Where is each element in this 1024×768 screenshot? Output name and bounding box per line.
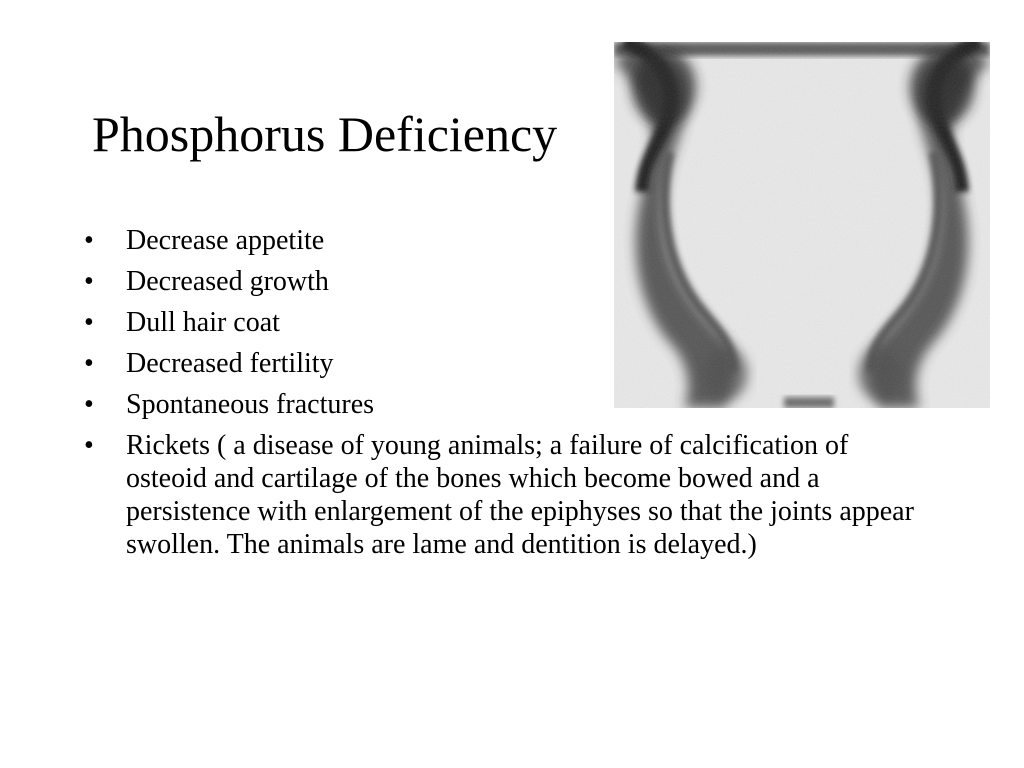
bullet-marker: •: [84, 307, 94, 338]
bullet-text: Decreased growth: [126, 266, 329, 297]
bullet-text: Decreased fertility: [126, 348, 334, 379]
bullet-item: [84, 429, 924, 561]
bullet-text: Decrease appetite: [126, 225, 325, 256]
bullet-text: Spontaneous fractures: [126, 389, 375, 420]
bullet-item: [84, 265, 924, 298]
bullet-marker: •: [84, 348, 94, 379]
bullet-item: [84, 388, 924, 421]
bullet-item: [84, 306, 924, 339]
bullet-text: Rickets ( a disease of young animals; a failure of calcification of osteoid and cartilage of the bones which become bowed and a persistence with enlargement of the epiphyses so that the joints appear swollen. The animals are lame and dentition is delayed.): [126, 430, 914, 560]
bullet-marker: •: [84, 266, 94, 297]
bullet-list: [84, 224, 924, 569]
slide-title: Phosphorus Deficiency: [92, 106, 558, 162]
bullet-item: [84, 224, 924, 257]
bullet-text: Dull hair coat: [126, 307, 280, 338]
bullet-marker: •: [84, 430, 94, 461]
bullet-marker: •: [84, 389, 94, 420]
bullet-marker: •: [84, 225, 94, 256]
bullet-item: [84, 347, 924, 380]
